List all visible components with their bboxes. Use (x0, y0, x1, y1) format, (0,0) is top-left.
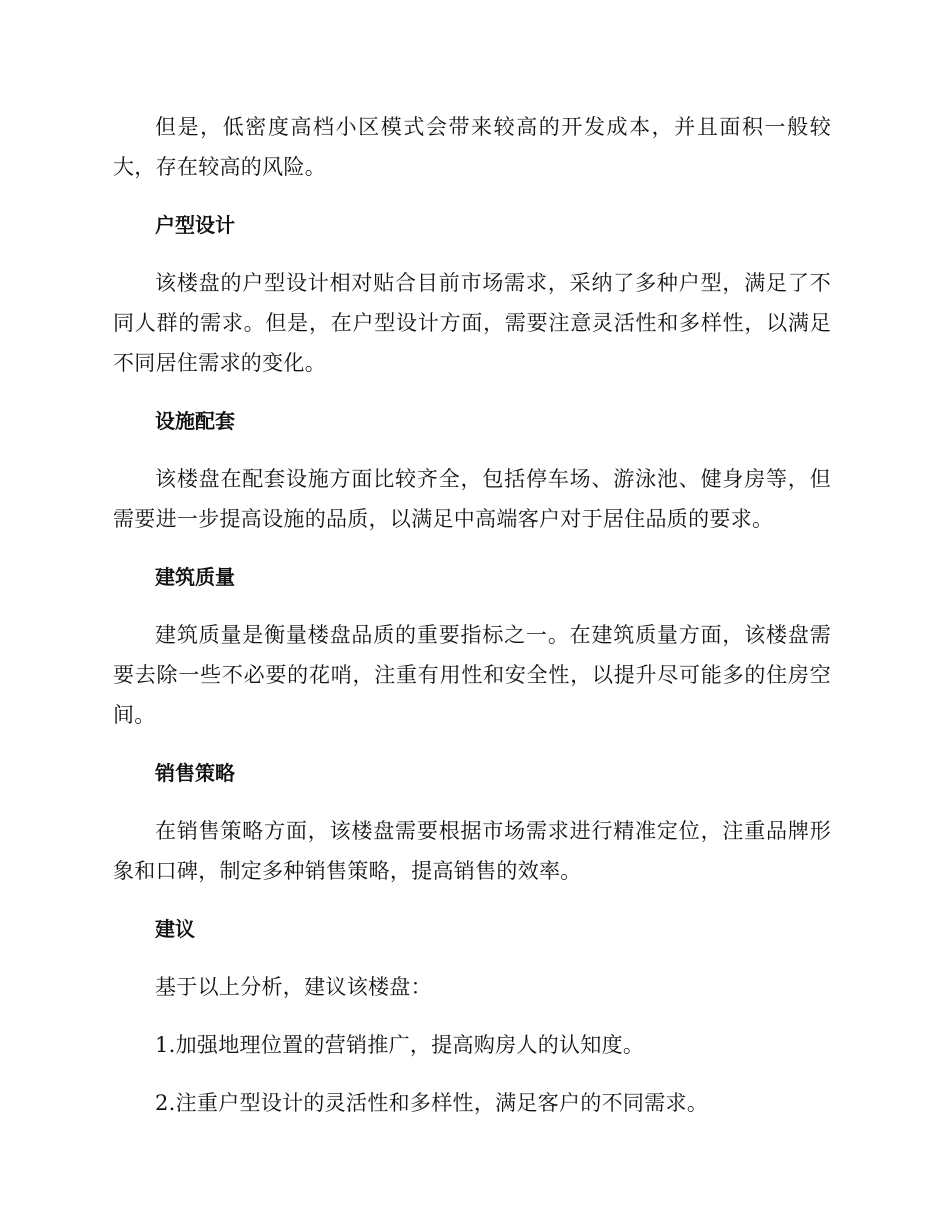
section-heading-unit-design: 户型设计 (155, 213, 235, 237)
section-body-facilities: 该楼盘在配套设施方面比较齐全，包括停车场、游泳池、健身房等，但需要进一步提高设施的品质，以满足中高端客户对于居住品质的要求。 (113, 467, 831, 531)
section-body-sales-strategy: 在销售策略方面，该楼盘需要根据市场需求进行精准定位，注重品牌形象和口碑，制定多种销售策略，提高销售的效率。 (113, 819, 831, 883)
section-body-construction-quality: 建筑质量是衡量楼盘品质的重要指标之一。在建筑质量方面，该楼盘需要去除一些不必要的花哨，注重有用性和安全性，以提升尽可能多的住房空间。 (113, 623, 831, 727)
section-heading-facilities: 设施配套 (155, 409, 235, 433)
recommendation-item: 2.注重户型设计的灵活性和多样性，满足客户的不同需求。 (155, 1091, 709, 1115)
document-page (113, 107, 831, 1123)
section-heading-construction-quality: 建筑质量 (155, 565, 235, 589)
section-body-unit-design: 该楼盘的户型设计相对贴合目前市场需求，采纳了多种户型，满足了不同人群的需求。但是，在户型设计方面，需要注意灵活性和多样性，以满足不同居住需求的变化。 (113, 271, 831, 375)
recommendation-item: 1.加强地理位置的营销推广，提高购房人的认知度。 (155, 1033, 645, 1057)
intro-paragraph: 但是，低密度高档小区模式会带来较高的开发成本，并且面积一般较大，存在较高的风险。 (113, 115, 831, 179)
recommendations-intro: 基于以上分析，建议该楼盘： (155, 975, 432, 999)
section-heading-sales-strategy: 销售策略 (155, 761, 235, 785)
recommendations-heading: 建议 (155, 917, 195, 941)
